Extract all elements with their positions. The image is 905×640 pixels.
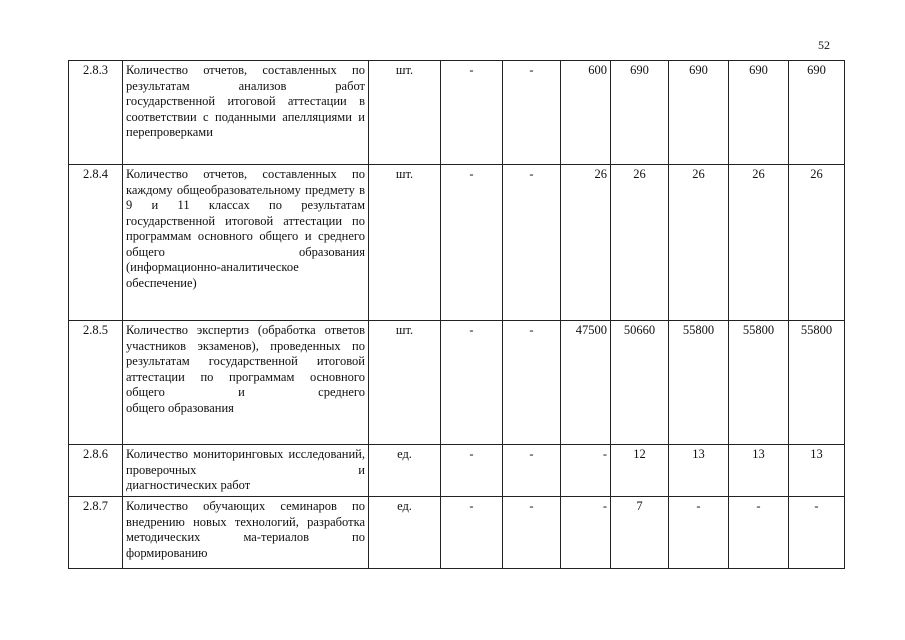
- row-unit: ед.: [369, 445, 441, 497]
- row-value-5: 26: [669, 165, 729, 321]
- row-description: Количество мониторинговых исследований, проверочных и диагностических работ: [123, 445, 369, 497]
- row-unit: шт.: [369, 321, 441, 445]
- row-value-7: 55800: [789, 321, 845, 445]
- row-value-7: 690: [789, 61, 845, 165]
- row-value-3: 26: [561, 165, 611, 321]
- row-value-3: -: [561, 445, 611, 497]
- row-value-6: 690: [729, 61, 789, 165]
- row-number: 2.8.7: [69, 497, 123, 569]
- row-value-5: 13: [669, 445, 729, 497]
- table-row: [69, 445, 845, 497]
- table-row: [69, 321, 845, 445]
- row-description: Количество отчетов, составленных по каждому общеобразовательному предмету в 9 и 11 классах по результатам государственной итоговой аттестации по программам основного общего и среднего общего образования (информационно-аналитическое обеспечение): [123, 165, 369, 321]
- row-value-1: -: [441, 321, 503, 445]
- row-unit: шт.: [369, 61, 441, 165]
- row-value-6: -: [729, 497, 789, 569]
- table-row: [69, 497, 845, 569]
- row-value-1: -: [441, 165, 503, 321]
- row-value-2: -: [503, 321, 561, 445]
- row-value-6: 55800: [729, 321, 789, 445]
- page-number: 52: [818, 38, 830, 52]
- row-value-3: 600: [561, 61, 611, 165]
- row-value-1: -: [441, 61, 503, 165]
- row-description: Количество отчетов, составленных по результатам анализов работ государственной итоговой аттестации в соответствии с поданными апелляциями и перепроверками: [123, 61, 369, 165]
- row-value-5: 55800: [669, 321, 729, 445]
- row-value-3: -: [561, 497, 611, 569]
- row-value-4: 690: [611, 61, 669, 165]
- row-value-5: -: [669, 497, 729, 569]
- row-value-3: 47500: [561, 321, 611, 445]
- row-value-7: 13: [789, 445, 845, 497]
- indicators-table: [68, 60, 845, 569]
- row-number: 2.8.5: [69, 321, 123, 445]
- row-value-4: 26: [611, 165, 669, 321]
- table-row: [69, 61, 845, 165]
- row-value-6: 26: [729, 165, 789, 321]
- row-value-4: 50660: [611, 321, 669, 445]
- row-description: Количество экспертиз (обработка ответов участников экзаменов), проведенных по результатам государственной итоговой аттестации по программам основного общего и среднего общего образования: [123, 321, 369, 445]
- row-value-2: -: [503, 445, 561, 497]
- row-number: 2.8.4: [69, 165, 123, 321]
- row-value-7: -: [789, 497, 845, 569]
- row-value-2: -: [503, 497, 561, 569]
- row-unit: шт.: [369, 165, 441, 321]
- row-value-5: 690: [669, 61, 729, 165]
- row-value-1: -: [441, 497, 503, 569]
- row-value-7: 26: [789, 165, 845, 321]
- row-number: 2.8.3: [69, 61, 123, 165]
- table-row: [69, 165, 845, 321]
- row-value-2: -: [503, 61, 561, 165]
- row-value-2: -: [503, 165, 561, 321]
- row-unit: ед.: [369, 497, 441, 569]
- row-value-6: 13: [729, 445, 789, 497]
- row-value-4: 7: [611, 497, 669, 569]
- row-number: 2.8.6: [69, 445, 123, 497]
- row-value-1: -: [441, 445, 503, 497]
- row-description: Количество обучающих семинаров по внедрению новых технологий, разработка методических ма-териалов по формированию: [123, 497, 369, 569]
- row-value-4: 12: [611, 445, 669, 497]
